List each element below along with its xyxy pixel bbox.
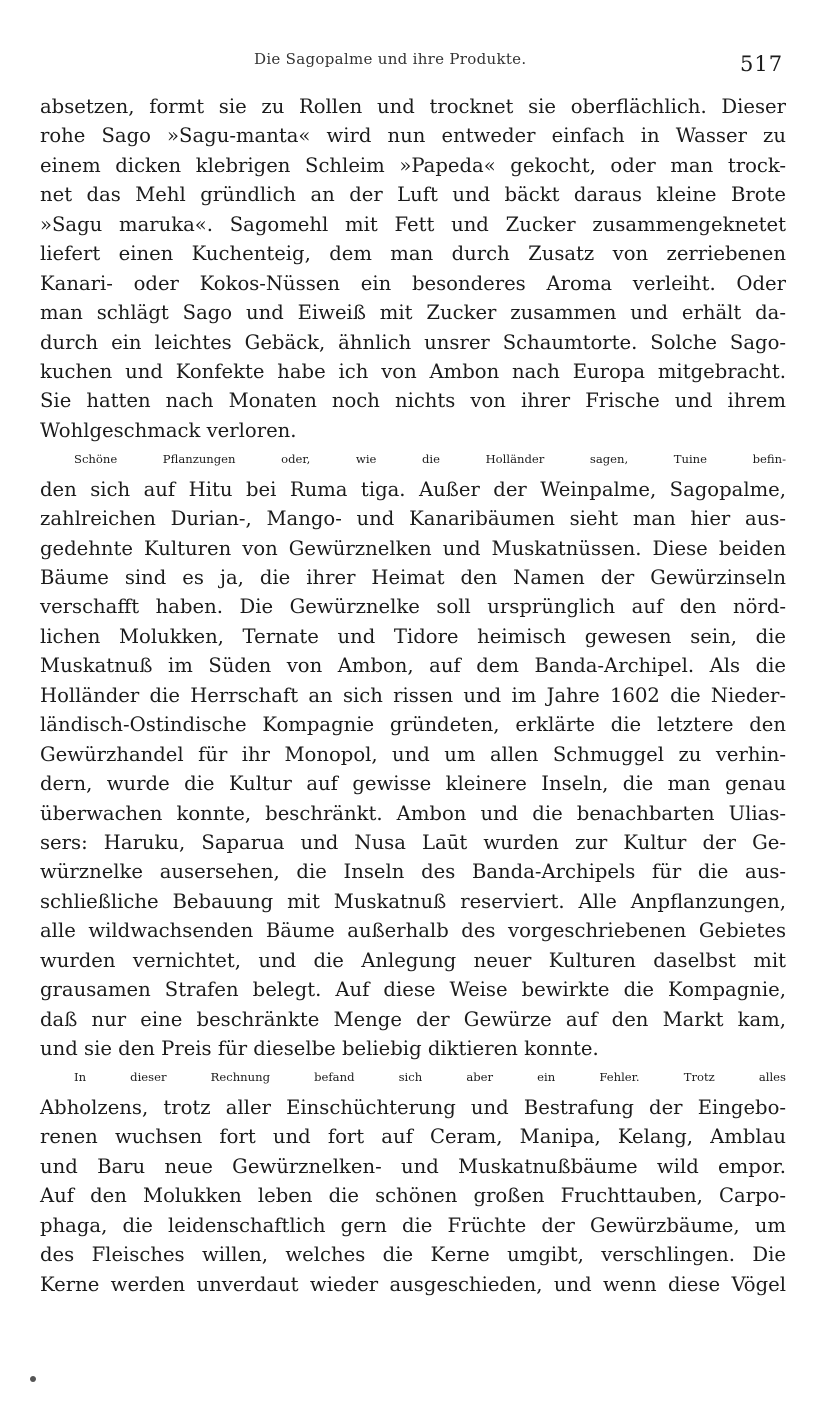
text-line: dern, wurde die Kultur auf gewisse kleinere Inseln, die man genau <box>40 772 786 796</box>
text-line: liefert einen Kuchenteig, dem man durch Zusatz von zerriebenen <box>40 242 786 266</box>
text-line: net das Mehl gründlich an der Luft und bäckt daraus kleine Brote <box>40 183 786 207</box>
text-line: und Baru neue Gewürznelken- und Muskatnußbäume wild empor. <box>40 1154 786 1178</box>
text-line: renen wuchsen fort und fort auf Ceram, Manipa, Kelang, Amblau <box>40 1125 786 1149</box>
text-line: schließliche Bebauung mit Muskatnuß reserviert. Alle Anpflanzungen, <box>40 889 786 913</box>
text-line: Schöne Pflanzungen oder, wie die Holländer sagen, Tuine befin- <box>74 452 786 467</box>
running-title: Die Sagopalme und ihre Produkte. <box>254 50 527 68</box>
body-text <box>40 92 786 1299</box>
text-line: Holländer die Herrschaft an sich rissen und im Jahre 1602 die Nieder- <box>40 683 786 707</box>
text-line: den sich auf Hitu bei Ruma tiga. Außer der Weinpalme, Sagopalme, <box>40 477 786 501</box>
text-line: Bäume sind es ja, die ihrer Heimat den Namen der Gewürzinseln <box>40 566 786 589</box>
text-line: daß nur eine beschränkte Menge der Gewürze auf den Markt kam, <box>40 1007 786 1031</box>
paragraph <box>40 92 786 445</box>
text-line: absetzen, formt sie zu Rollen und trocknet sie oberflächlich. Dieser <box>40 95 786 118</box>
text-line: sers: Haruku, Saparua und Nusa Laūt wurden zur Kultur der Ge- <box>40 830 786 854</box>
text-line: Sie hatten nach Monaten noch nichts von ihrer Frische und ihrem <box>40 389 786 413</box>
text-line: Muskatnuß im Süden von Ambon, auf dem Banda-Archipel. Als die <box>40 654 786 678</box>
text-line: Kerne werden unverdaut wieder ausgeschieden, und wenn diese Vögel <box>40 1272 786 1296</box>
paragraph <box>40 445 786 1063</box>
text-line: ländisch-Ostindische Kompagnie gründeten, erklärte die letztere den <box>40 713 786 737</box>
text-line: würznelke ausersehen, die Inseln des Banda-Archipels für die aus- <box>40 860 786 884</box>
text-line: phaga, die leidenschaftlich gern die Früchte der Gewürzbäume, um <box>40 1213 786 1237</box>
text-line: »Sagu maruka«. Sagomehl mit Fett und Zucker zusammengeknetet <box>40 212 786 236</box>
text-line: In dieser Rechnung befand sich aber ein Fehler. Trotz alles <box>74 1070 786 1085</box>
text-line: überwachen konnte, beschränkt. Ambon und die benachbarten Ulias- <box>40 801 786 825</box>
text-line: Wohlgeschmack verloren. <box>40 418 297 442</box>
text-line: des Fleisches willen, welches die Kerne umgibt, verschlingen. Die <box>40 1243 786 1267</box>
text-line: Kanari- oder Kokos-Nüssen ein besonderes Aroma verleiht. Oder <box>40 271 786 295</box>
text-line: grausamen Strafen belegt. Auf diese Weise bewirkte die Kompagnie, <box>40 978 786 1002</box>
text-line: Gewürzhandel für ihr Monopol, und um allen Schmuggel zu verhin- <box>40 742 786 766</box>
text-line: Auf den Molukken leben die schönen großen Fruchttauben, Carpo- <box>40 1184 786 1208</box>
text-line: lichen Molukken, Ternate und Tidore heimisch gewesen sein, die <box>40 624 786 648</box>
text-line: Abholzens, trotz aller Einschüchterung und Bestrafung der Eingebo- <box>40 1095 786 1119</box>
text-line: alle wildwachsenden Bäume außerhalb des vorgeschriebenen Gebietes <box>40 919 786 943</box>
text-line: wurden vernichtet, und die Anlegung neuer Kulturen daselbst mit <box>40 948 786 972</box>
print-speck <box>30 1376 36 1382</box>
text-line: man schlägt Sago und Eiweiß mit Zucker zusammen und erhält da- <box>40 301 786 325</box>
paragraph <box>40 1063 786 1299</box>
page-number: 517 <box>740 52 784 76</box>
text-line: zahlreichen Durian-, Mango- und Kanaribäumen sieht man hier aus- <box>40 507 786 531</box>
text-line: verschafft haben. Die Gewürznelke soll ursprünglich auf den nörd- <box>40 595 786 619</box>
text-line: und sie den Preis für dieselbe beliebig diktieren konnte. <box>40 1037 599 1060</box>
text-line: rohe Sago »Sagu-manta« wird nun entweder einfach in Wasser zu <box>40 124 786 148</box>
text-line: durch ein leichtes Gebäck, ähnlich unsrer Schaumtorte. Solche Sago- <box>40 330 786 354</box>
text-line: gedehnte Kulturen von Gewürznelken und Muskatnüssen. Diese beiden <box>40 536 786 560</box>
text-line: einem dicken klebrigen Schleim »Papeda« gekocht, oder man trock- <box>40 153 786 177</box>
text-line: kuchen und Konfekte habe ich von Ambon nach Europa mitgebracht. <box>40 359 786 383</box>
